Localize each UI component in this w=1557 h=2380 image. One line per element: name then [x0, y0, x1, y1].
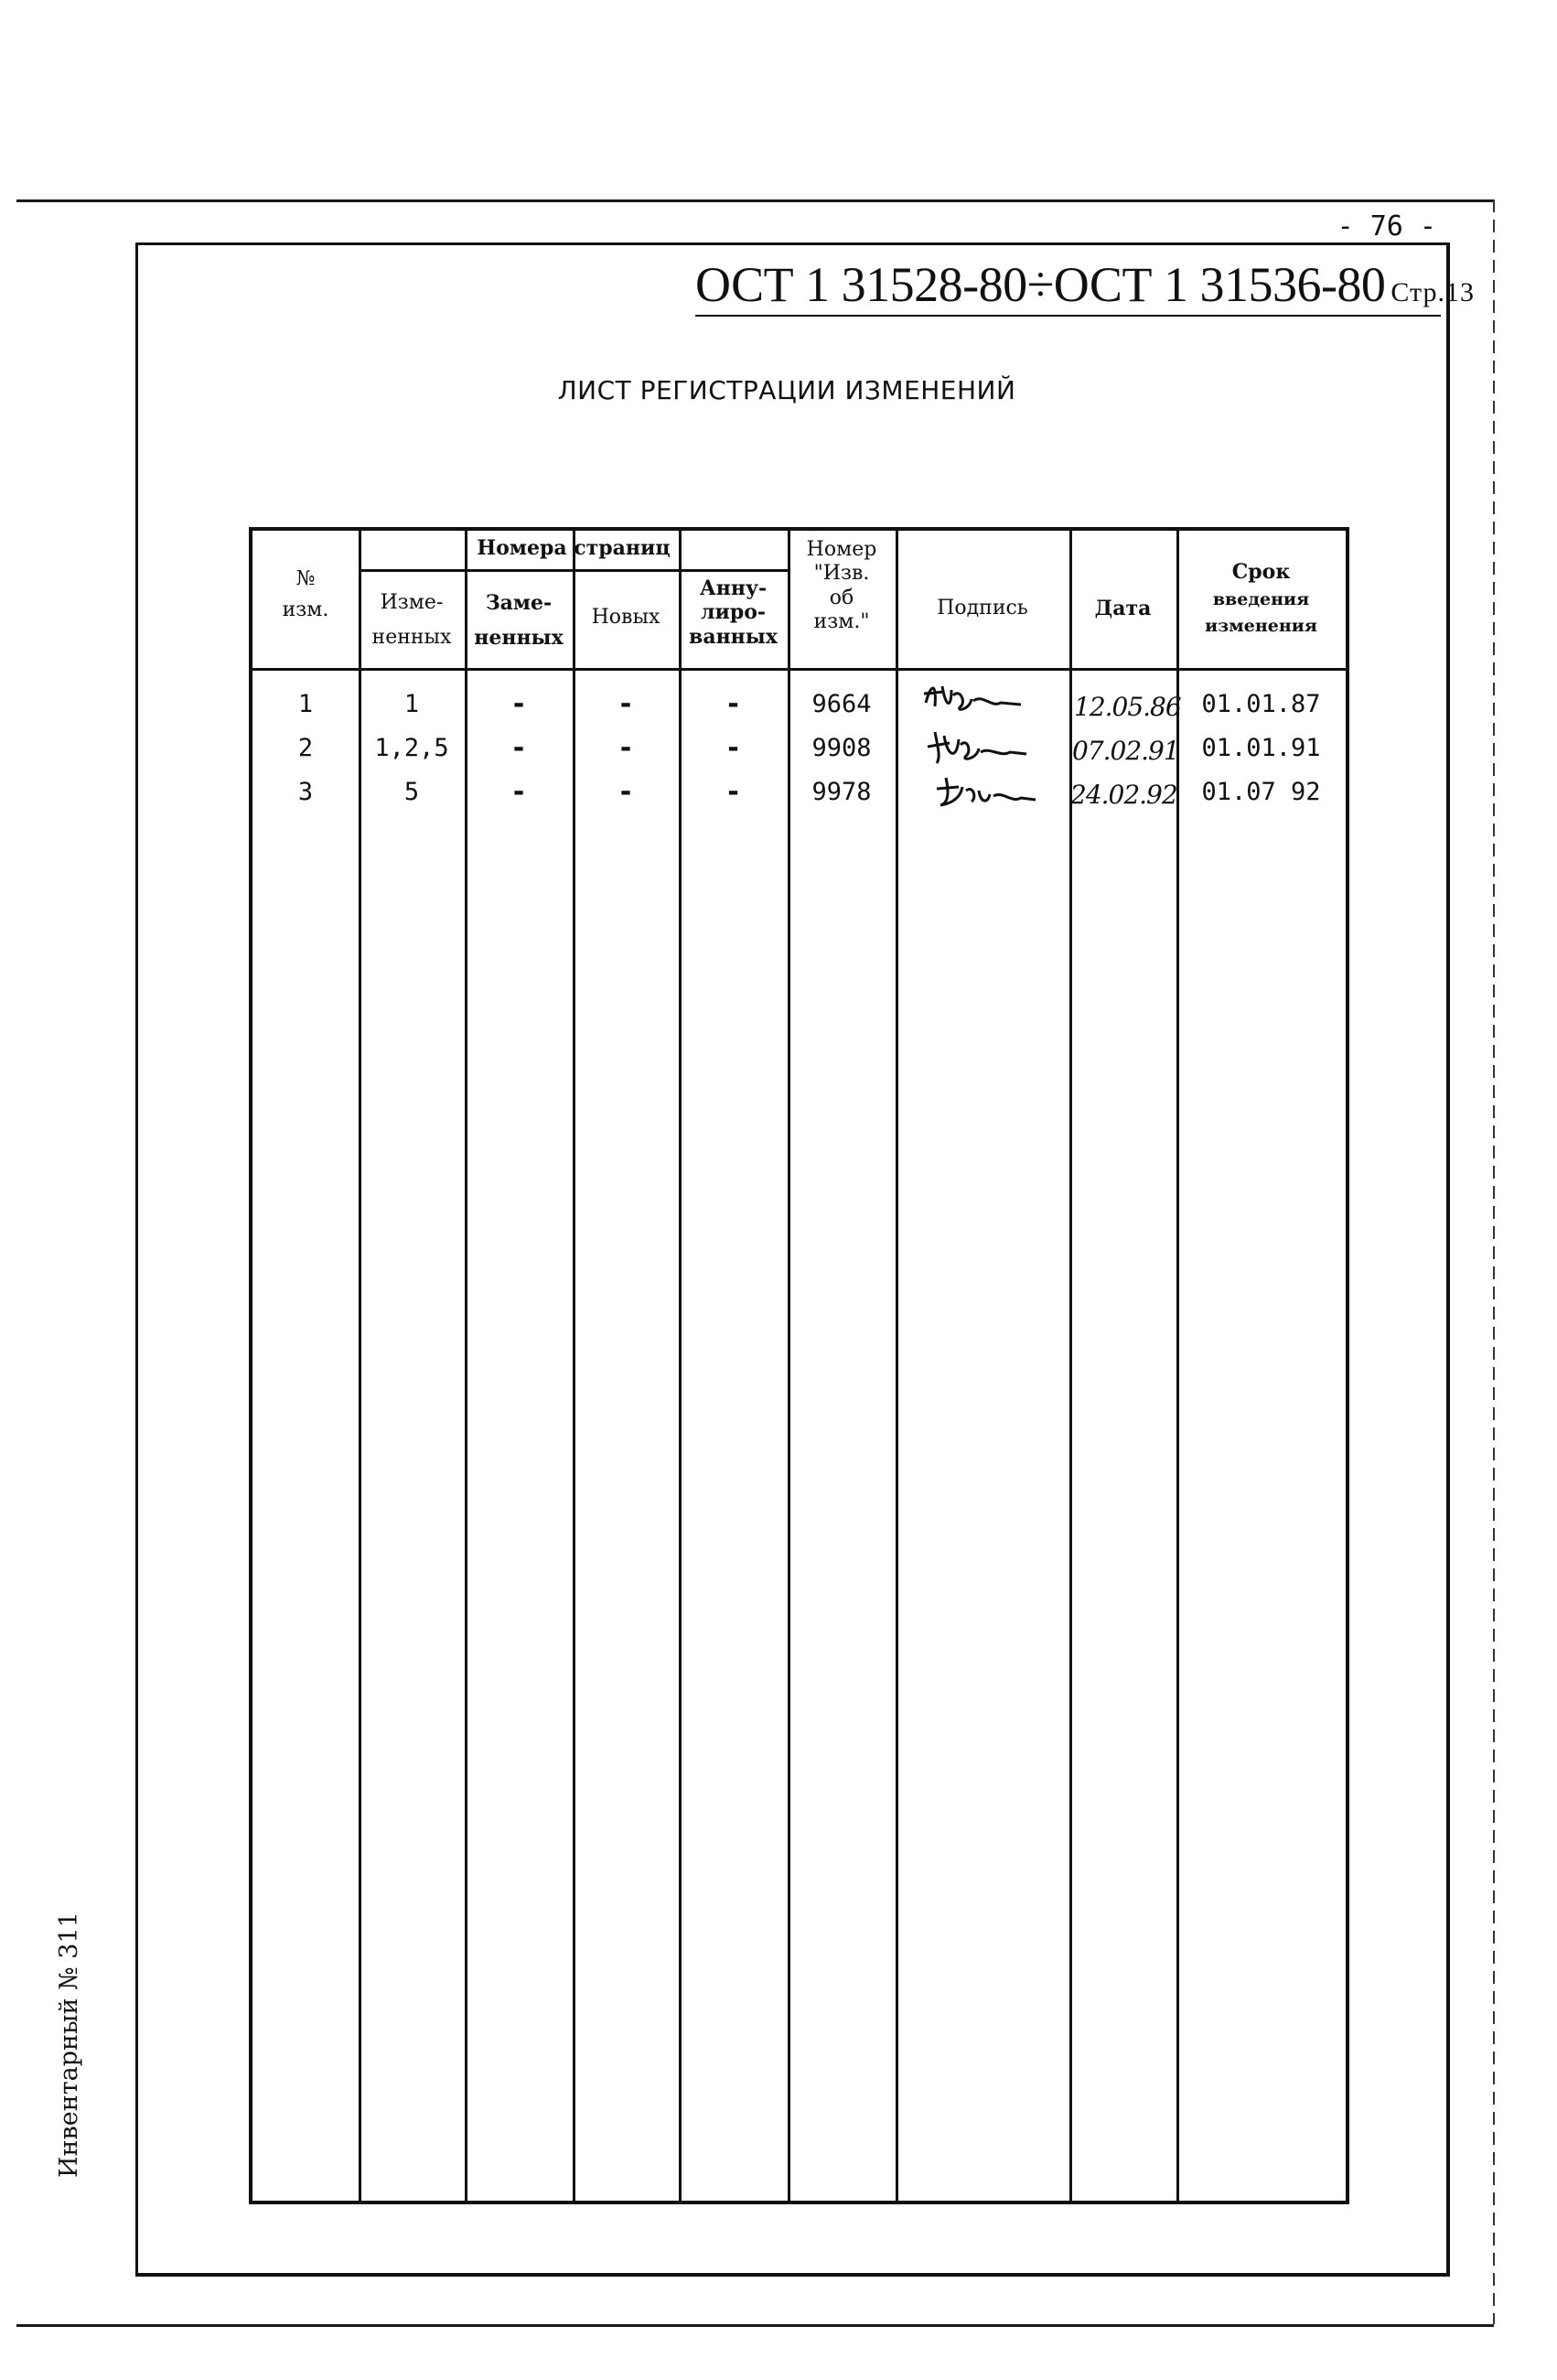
header-notice-line3: об	[829, 586, 854, 609]
header-annulled-line2: лиро-	[700, 600, 767, 625]
header-signature: Подпись	[937, 597, 1028, 619]
row3-notice: 9978	[811, 778, 872, 806]
row2-term: 01.01.91	[1201, 734, 1321, 762]
row1-term: 01.01.87	[1201, 690, 1321, 718]
row2-num: 2	[297, 734, 314, 762]
header-term-line2: введения	[1212, 589, 1310, 610]
row3-signature-image	[929, 767, 1039, 813]
standard-designation: ОСТ 1 31528-80÷ОСТ 1 31536-80	[695, 257, 1386, 312]
row1-num: 1	[297, 690, 314, 718]
page-number: - 76 -	[1337, 210, 1436, 242]
row2-replaced: -	[510, 732, 528, 764]
row3-annulled: -	[725, 776, 742, 808]
row1-changed: 1	[403, 690, 420, 718]
row1-replaced: -	[510, 688, 528, 720]
row2-new: -	[617, 732, 635, 764]
scan-right-line	[1493, 199, 1495, 2324]
header-changed-line1: Изме-	[380, 591, 444, 614]
row2-annulled: -	[725, 732, 742, 764]
header-replaced	[465, 591, 573, 651]
header-notice	[788, 538, 896, 635]
header-notice-line4: изм."	[813, 610, 870, 634]
header-num-line2: изм.	[282, 598, 329, 622]
row2-signature-image	[922, 723, 1032, 769]
header-page-numbers: Номера страниц	[477, 536, 671, 560]
header-date: Дата	[1094, 597, 1152, 620]
standard-page-label: Стр.13	[1391, 277, 1476, 307]
sheet-title: ЛИСТ РЕГИСТРАЦИИ ИЗМЕНЕНИЙ	[557, 375, 1016, 405]
row3-changed: 5	[403, 778, 420, 806]
row3-term: 01.07 92	[1201, 778, 1321, 806]
header-new: Новых	[591, 606, 660, 629]
scan-top-line	[16, 199, 1494, 202]
row1-date: 12.05.86	[1074, 692, 1181, 722]
header-num	[252, 567, 359, 623]
header-annulled-line3: ванных	[689, 624, 778, 649]
row1-notice: 9664	[811, 690, 872, 718]
registration-table	[249, 527, 1349, 2204]
header-annulled	[679, 576, 788, 649]
row3-date: 24.02.92	[1070, 780, 1177, 810]
row2-notice: 9908	[811, 734, 872, 762]
header-bottom-divider	[252, 668, 1346, 671]
standard-title	[695, 256, 1476, 313]
header-term	[1176, 560, 1346, 637]
row3-new: -	[617, 776, 635, 808]
header-notice-line1: Номер	[806, 538, 877, 561]
row1-signature-image	[918, 675, 1028, 721]
header-term-line3: изменения	[1205, 616, 1317, 637]
row3-num: 3	[297, 778, 314, 806]
row1-annulled: -	[725, 688, 742, 720]
header-annulled-line1: Анну-	[699, 576, 768, 600]
inventory-number: Инвентарный № 311	[55, 1912, 83, 2178]
group-header-divider	[359, 569, 789, 572]
row3-replaced: -	[510, 776, 528, 808]
header-num-line1: №	[295, 567, 316, 590]
header-changed	[359, 591, 465, 651]
header-replaced-line2: ненных	[474, 626, 564, 651]
standard-title-underline	[695, 315, 1441, 317]
header-changed-line2: ненных	[371, 626, 452, 650]
header-replaced-line1: Заме-	[485, 591, 553, 615]
header-notice-line2: "Изв.	[813, 562, 870, 586]
row2-changed: 1,2,5	[374, 734, 449, 762]
row2-date: 07.02.91	[1072, 736, 1179, 766]
scan-bottom-line	[16, 2324, 1494, 2327]
header-term-line1: Срок	[1231, 560, 1291, 584]
row1-new: -	[617, 688, 635, 720]
col-divider	[896, 531, 898, 2201]
